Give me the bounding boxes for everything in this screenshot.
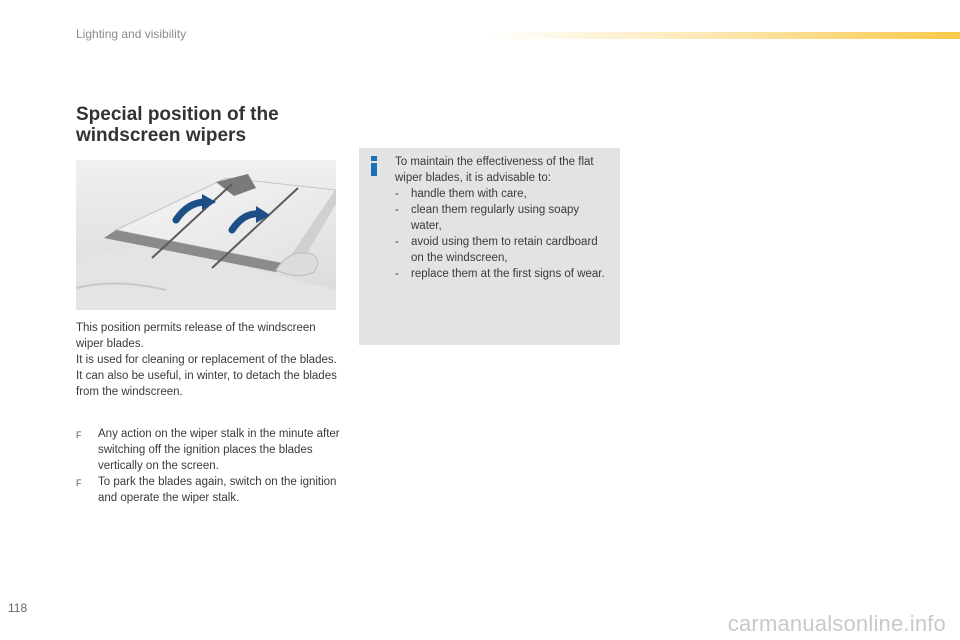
- watermark: carmanualsonline.info: [727, 611, 946, 636]
- body-paragraph-1: This position permits release of the windscreen wiper blades.: [76, 322, 316, 350]
- info-content: [395, 154, 611, 282]
- header-rule: [488, 32, 960, 39]
- header-title: Lighting and visibility: [76, 27, 187, 41]
- bullet-icon: F: [76, 430, 82, 440]
- step-text: Any action on the wiper stalk in the minute after switching off the ignition places the blades vertically on the screen.: [98, 428, 340, 472]
- steps-list: [76, 426, 340, 506]
- bullet-icon: F: [76, 478, 82, 488]
- list-item: [395, 266, 611, 282]
- step-text: To park the blades again, switch on the ignition and operate the wiper stalk.: [98, 476, 337, 504]
- info-item-text: avoid using them to retain cardboard on the windscreen,: [411, 236, 598, 264]
- section-title-line1: Special position of the: [76, 104, 279, 125]
- body-text: [76, 320, 340, 400]
- list-item: [395, 186, 611, 202]
- list-item: [395, 234, 611, 266]
- dash-marker: -: [395, 236, 399, 248]
- dash-marker: -: [395, 188, 399, 200]
- info-intro: To maintain the effectiveness of the flat wiper blades, it is advisable to:: [395, 156, 594, 184]
- info-list: [395, 186, 611, 282]
- dash-marker: -: [395, 268, 399, 280]
- windscreen-wipers-illustration: [76, 160, 336, 310]
- list-item: [76, 426, 340, 474]
- list-item: [76, 474, 340, 506]
- info-item-text: replace them at the first signs of wear.: [411, 268, 605, 280]
- info-icon: [369, 156, 379, 176]
- section-title: [76, 104, 336, 146]
- page-number: 118: [8, 601, 28, 615]
- dash-marker: -: [395, 204, 399, 216]
- body-paragraph-2: It is used for cleaning or replacement of the blades. It can also be useful, in winter, to detach the blades from the windscreen.: [76, 354, 337, 398]
- info-box: [359, 148, 620, 345]
- info-item-text: handle them with care,: [411, 188, 527, 200]
- info-item-text: clean them regularly using soapy water,: [411, 204, 580, 232]
- section-title-line2: windscreen wipers: [76, 125, 247, 146]
- list-item: [395, 202, 611, 234]
